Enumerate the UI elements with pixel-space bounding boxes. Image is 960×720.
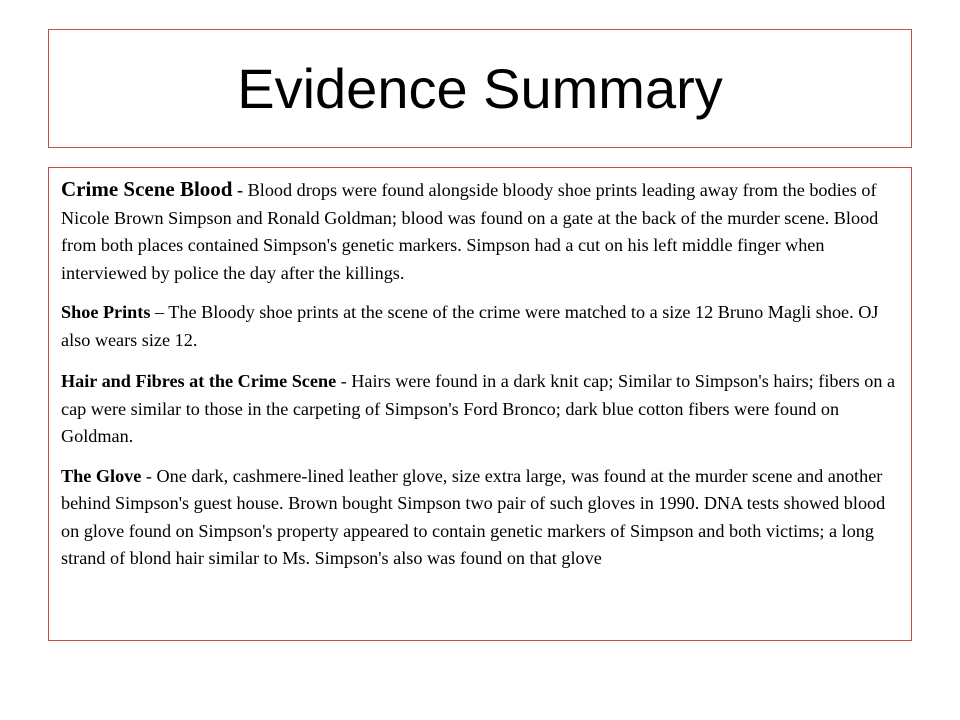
slide-title: Evidence Summary bbox=[237, 56, 723, 120]
heading-separator: - bbox=[232, 180, 248, 200]
paragraph-the-glove bbox=[61, 463, 901, 573]
paragraph-heading: The Glove bbox=[61, 465, 142, 486]
paragraph-hair-and-fibres bbox=[61, 368, 901, 451]
paragraph-text: One dark, cashmere-lined leather glove, size extra large, was found at the murder scene and another behind Simpson's guest house. Brown bought Simpson two pair of such gloves in 1990. DNA tests showed blood on glove found on Simpson's property appeared to contain genetic markers of Simpson and both victims; a long strand of blond hair similar to Ms. Simpson's also was found on that glove bbox=[61, 465, 886, 568]
title-box bbox=[48, 29, 912, 148]
heading-separator: - bbox=[141, 465, 157, 486]
heading-separator: - bbox=[336, 371, 352, 391]
content-box bbox=[48, 167, 912, 641]
paragraph-crime-scene-blood bbox=[61, 176, 901, 287]
paragraph-heading: Crime Scene Blood bbox=[61, 177, 233, 201]
paragraph-text: The Bloody shoe prints at the scene of the crime were matched to a size 12 Bruno Magli shoe. OJ also wears size 12. bbox=[61, 302, 879, 350]
paragraph-heading: Shoe Prints bbox=[61, 302, 151, 322]
paragraph-text: Blood drops were found alongside bloody shoe prints leading away from the bodies of Nicole Brown Simpson and Ronald Goldman; blood was found on a gate at the back of the murder scene. Blood from both places contained Simpson's genetic markers. Simpson had a cut on his left middle finger when interviewed by police the day after the killings. bbox=[61, 180, 879, 283]
paragraph-shoe-prints bbox=[61, 299, 901, 354]
heading-separator: – bbox=[150, 302, 169, 322]
paragraph-heading: Hair and Fibres at the Crime Scene bbox=[61, 371, 337, 391]
paragraph-text: Hairs were found in a dark knit cap; Similar to Simpson's hairs; fibers on a cap were similar to those in the carpeting of Simpson's Ford Bronco; dark blue cotton fibers were found on Goldman. bbox=[61, 371, 896, 446]
